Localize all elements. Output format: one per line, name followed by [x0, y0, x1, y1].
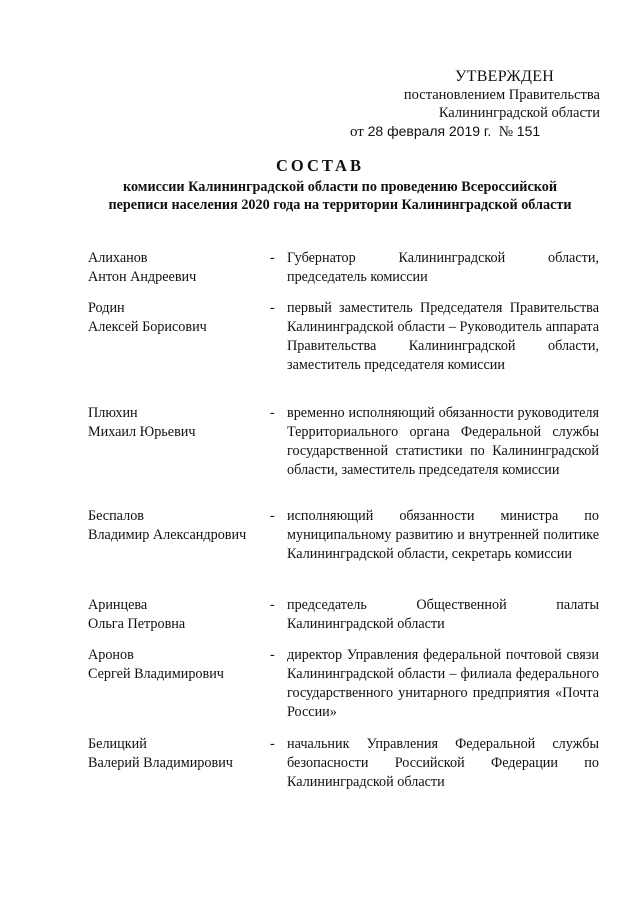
- date-day-month: 28 февраля: [367, 123, 446, 139]
- member-surname: Родин: [88, 300, 125, 316]
- member-dash: -: [270, 647, 275, 663]
- member-dash: -: [270, 508, 275, 524]
- member-role: временно исполняющий обязанности руководителя Территориального органа Федеральной службы государственной статистики по Калининградской области, заместитель председателя комиссии: [287, 405, 599, 478]
- member-role: Губернатор Калининградской области, председатель комиссии: [287, 250, 599, 285]
- member-name: [88, 735, 268, 773]
- approval-title: УТВЕРЖДЕН: [455, 68, 555, 85]
- member-surname: Белицкий: [88, 736, 147, 752]
- member-role: председатель Общественной палаты Калининградской области: [287, 597, 599, 632]
- member-surname: Алиханов: [88, 250, 148, 266]
- member-given-names: Алексей Борисович: [88, 319, 207, 335]
- date-year: 2019 г.: [448, 123, 492, 139]
- document-subtitle: [80, 178, 600, 214]
- subtitle-line-2: переписи населения 2020 года на территории Калининградской области: [108, 197, 572, 213]
- member-name: [88, 596, 268, 634]
- date-prefix: от: [350, 124, 364, 140]
- member-dash: -: [270, 250, 275, 266]
- number-sign: №: [498, 124, 514, 140]
- member-dash: -: [270, 597, 275, 613]
- member-name: [88, 404, 268, 442]
- decree-number: 151: [516, 123, 541, 139]
- member-name: [88, 299, 268, 337]
- member-role: директор Управления федеральной почтовой связи Калининградской области – филиала федерального государственного унитарного предприятия «Почта России»: [287, 647, 599, 720]
- member-given-names: Валерий Владимирович: [88, 755, 233, 771]
- subtitle-line-1: комиссии Калининградской области по проведению Всероссийской: [122, 179, 557, 195]
- member-surname: Беспалов: [88, 508, 144, 524]
- member-dash: -: [270, 405, 275, 421]
- member-dash: -: [270, 736, 275, 752]
- member-surname: Плюхин: [88, 405, 138, 421]
- document-title: СОСТАВ: [276, 156, 364, 175]
- member-surname: Аронов: [88, 647, 134, 663]
- member-name: [88, 646, 268, 684]
- member-given-names: Владимир Александрович: [88, 527, 247, 543]
- member-role: первый заместитель Председателя Правительства Калининградской области – Руководитель аппарата Правительства Калининградской области, заместитель председателя комиссии: [287, 300, 599, 373]
- approval-line-2: Калининградской области: [438, 105, 600, 121]
- member-name: [88, 507, 268, 545]
- member-surname: Аринцева: [88, 597, 148, 613]
- member-given-names: Сергей Владимирович: [88, 666, 224, 682]
- approval-line-1: постановлением Правительства: [403, 87, 600, 103]
- member-given-names: Ольга Петровна: [88, 616, 186, 632]
- member-given-names: Антон Андреевич: [88, 269, 197, 285]
- member-role: исполняющий обязанности министра по муниципальному развитию и внутренней политике Калининградской области, секретарь комиссии: [287, 508, 599, 562]
- member-role: начальник Управления Федеральной службы безопасности Российской Федерации по Калининградской области: [287, 736, 599, 790]
- approval-date-line: [345, 122, 600, 141]
- approval-stamp: [345, 68, 600, 141]
- member-dash: -: [270, 300, 275, 316]
- member-name: [88, 249, 268, 287]
- member-given-names: Михаил Юрьевич: [88, 424, 196, 440]
